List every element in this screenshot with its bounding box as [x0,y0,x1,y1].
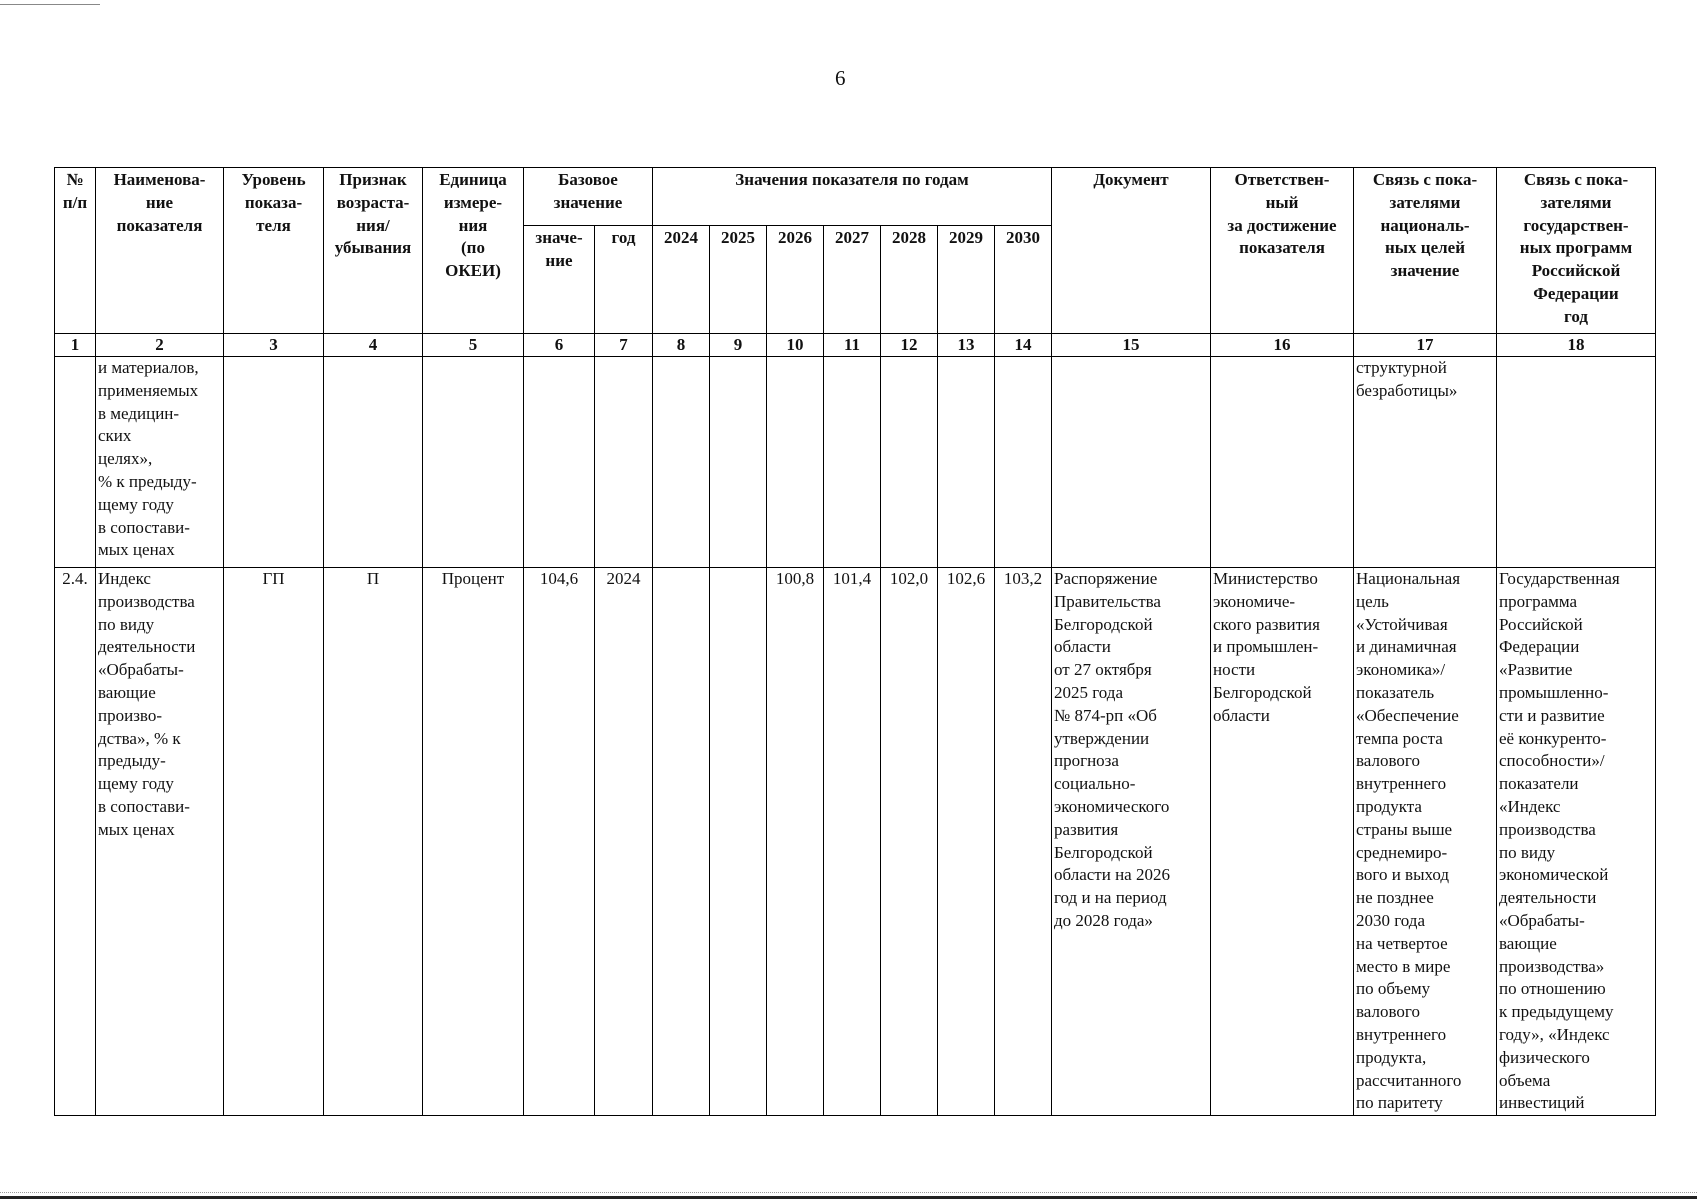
header-state-program-link: Связь с пока- зателями государствен- ных программ Российской Федерации год [1497,168,1656,334]
header-year: 2028 [881,226,938,334]
row-base-value [524,357,595,568]
column-number: 4 [324,334,423,357]
row-base-year [595,357,653,568]
column-number: 16 [1211,334,1354,357]
row-sign [324,357,423,568]
scan-artifact-dotted-line [0,1192,1697,1193]
row-num: 2.4. [55,568,96,1116]
row-year-value [995,357,1052,568]
header-year: 2024 [653,226,710,334]
row-document: Распоряжение Правительства Белгородской области от 27 октября 2025 года № 874-рп «Об утверждении прогноза социально- экономического развития Белгородской области на 2026 год и на период до 2028 года» [1052,568,1211,1116]
column-number: 14 [995,334,1052,357]
header-years-group: Значения показателя по годам [653,168,1052,226]
header-year: 2030 [995,226,1052,334]
row-year-value: 103,2 [995,568,1052,1116]
row-num [55,357,96,568]
row-year-value [653,568,710,1116]
row-year-value [824,357,881,568]
row-base-year: 2024 [595,568,653,1116]
row-base-value: 104,6 [524,568,595,1116]
row-year-value: 102,0 [881,568,938,1116]
row-indicator-name: и материалов, применяемых в медицин- ских целях», % к предыду- щему году в сопостави- мых ценах [96,357,224,568]
scan-artifact-top-line [0,4,100,5]
row-state-program-link: Государственная программа Российской Федерации «Развитие промышленно- сти и развитие её конкуренто- способности»/ показатели «Индекс производства по виду экономической деятельности «Обрабаты- вающие производства» по отношению к предыдущему году», «Индекс физического объема инвестиций [1497,568,1656,1116]
row-year-value [710,357,767,568]
column-number: 1 [55,334,96,357]
header-responsible: Ответствен- ный за достижение показателя [1211,168,1354,334]
header-year: 2029 [938,226,995,334]
scan-artifact-bottom-line [0,1196,1697,1199]
row-sign: П [324,568,423,1116]
row-year-value [881,357,938,568]
row-year-value [710,568,767,1116]
header-num: № п/п [55,168,96,334]
header-document: Документ [1052,168,1211,334]
row-level: ГП [224,568,324,1116]
row-unit [423,357,524,568]
column-number: 18 [1497,334,1656,357]
column-numbers-row [55,334,1656,357]
header-indicator-level: Уровень показа- теля [224,168,324,334]
row-year-value [653,357,710,568]
header-national-link: Связь с пока- зателями националь- ных целей значение [1354,168,1497,334]
row-unit: Процент [423,568,524,1116]
column-number: 13 [938,334,995,357]
column-number: 7 [595,334,653,357]
column-number: 12 [881,334,938,357]
row-year-value [938,357,995,568]
row-national-link: структурной безработицы» [1354,357,1497,568]
row-year-value: 100,8 [767,568,824,1116]
row-responsible: Министерство экономиче- ского развития и промышлен- ности Белгородской области [1211,568,1354,1116]
row-indicator-name: Индекс производства по виду деятельности «Обрабаты- вающие произво- дства», % к предыду- щему году в сопостави- мых ценах [96,568,224,1116]
table-row [55,568,1656,1116]
page-number: 6 [835,66,846,90]
header-year: 2025 [710,226,767,334]
column-number: 11 [824,334,881,357]
column-number: 2 [96,334,224,357]
header-unit: Единица измере- ния (по ОКЕИ) [423,168,524,334]
row-year-value [767,357,824,568]
column-number: 6 [524,334,595,357]
column-number: 9 [710,334,767,357]
indicators-table [54,167,1656,1116]
column-number: 3 [224,334,324,357]
row-state-program-link [1497,357,1656,568]
row-year-value: 102,6 [938,568,995,1116]
row-year-value: 101,4 [824,568,881,1116]
header-year: 2026 [767,226,824,334]
header-base-group: Базовое значение [524,168,653,226]
column-number: 5 [423,334,524,357]
table-row [55,357,1656,568]
header-indicator-name: Наименова- ние показателя [96,168,224,334]
row-responsible [1211,357,1354,568]
column-number: 15 [1052,334,1211,357]
row-national-link: Национальная цель «Устойчивая и динамичная экономика»/ показатель «Обеспечение темпа роста валового внутреннего продукта страны выше среднемиро- вого и выход не позднее 2030 года на четвертое место в мире по объему валового внутреннего продукта, рассчитанного по паритету [1354,568,1497,1116]
column-number: 10 [767,334,824,357]
header-base-value: значе- ние [524,226,595,334]
column-number: 8 [653,334,710,357]
column-number: 17 [1354,334,1497,357]
header-base-year: год [595,226,653,334]
header-year: 2027 [824,226,881,334]
header-row-1 [55,168,1656,226]
row-document [1052,357,1211,568]
row-level [224,357,324,568]
header-growth-sign: Признак возраста- ния/ убывания [324,168,423,334]
